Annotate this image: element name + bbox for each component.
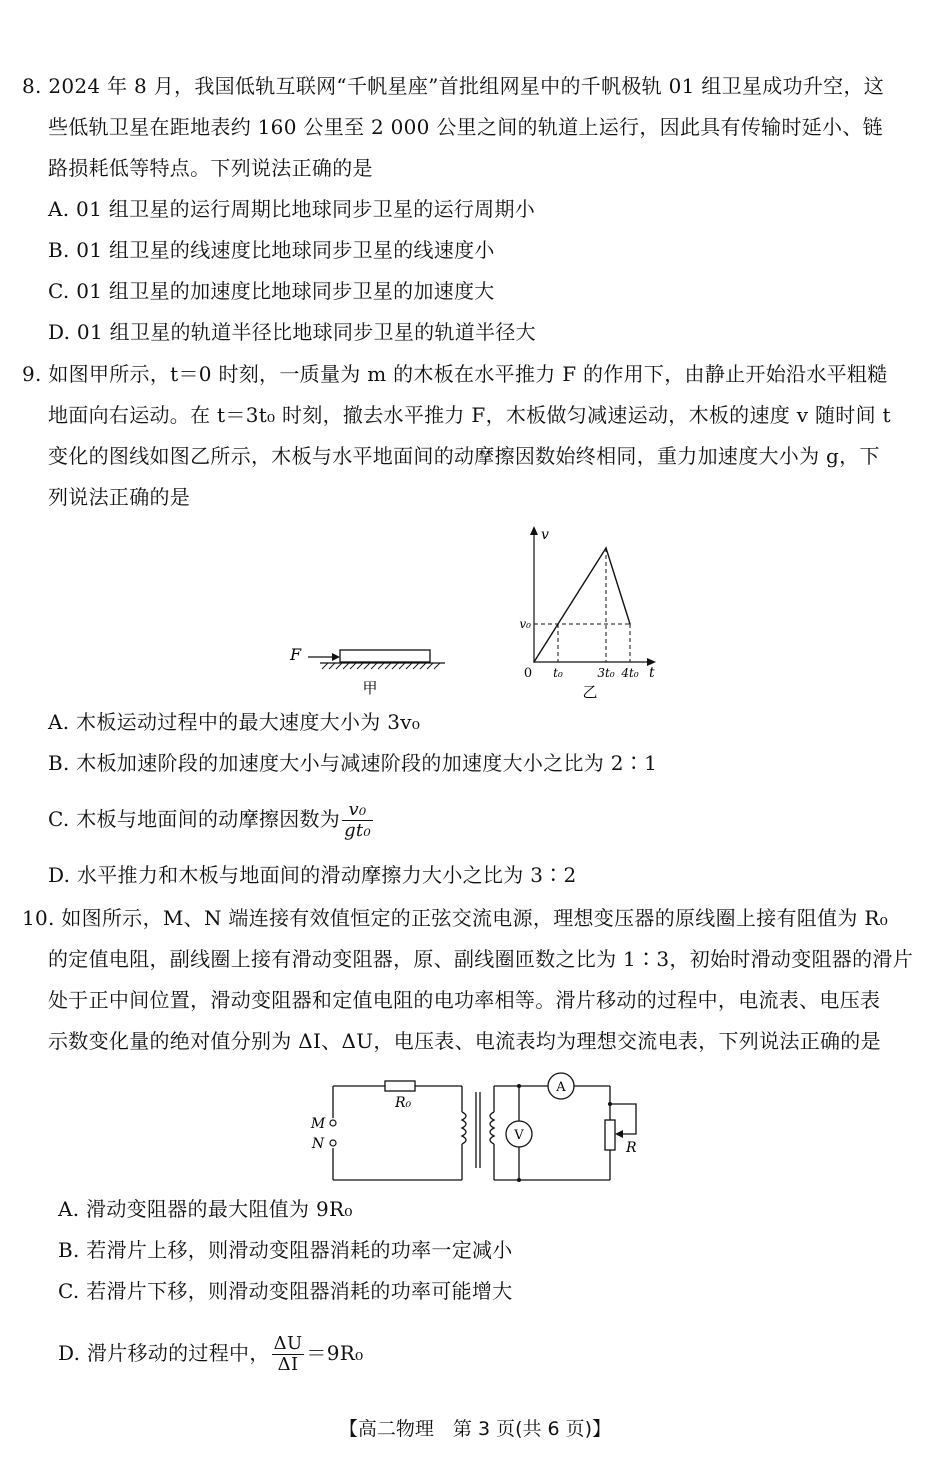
q10-option-b: B. 若滑片上移，则滑动变阻器消耗的功率一定减小 <box>58 1238 513 1262</box>
figure-yi-vt-graph <box>510 520 680 700</box>
v-axis-label: v <box>541 527 549 543</box>
q9-stem-line4: 列说法正确的是 <box>48 485 191 509</box>
v-axis-arrow <box>530 526 538 535</box>
label-r: R <box>626 1140 637 1156</box>
q9-stem-line1: 9. 如图甲所示，t＝0 时刻，一质量为 m 的木板在水平推力 F 的作用下，由静止开始沿水平粗糙 <box>22 362 888 386</box>
vt-series-line <box>534 548 630 662</box>
q9-option-c-fraction <box>342 800 373 841</box>
force-label: F <box>290 645 302 664</box>
voltmeter-label: V <box>514 1128 524 1143</box>
fraction-denominator: gt₀ <box>344 820 371 841</box>
q9-stem-line3: 变化的图线如图乙所示，木板与水平地面间的动摩擦因数始终相同，重力加速度大小为 g，下 <box>48 444 880 468</box>
q8-option-c: C. 01 组卫星的加速度比地球同步卫星的加速度大 <box>48 279 495 303</box>
vt-data-point <box>629 623 631 625</box>
q10-option-c: C. 若滑片下移，则滑动变阻器消耗的功率可能增大 <box>58 1279 513 1303</box>
vt-data-point <box>557 623 559 625</box>
q10-stem-line2: 的定值电阻，副线圈上接有滑动变阻器，原、副线圈匝数之比为 1∶3，初始时滑动变阻器的滑片 <box>48 947 914 971</box>
q9-stem-line2: 地面向右运动。在 t＝3t₀ 时刻，撤去水平推力 F，木板做匀减速运动，木板的速度 v 随时间 t <box>48 403 891 427</box>
q9-option-a: A. 木板运动过程中的最大速度大小为 3v₀ <box>48 710 421 734</box>
q10-option-a: A. 滑动变阻器的最大阻值为 9R₀ <box>58 1197 353 1221</box>
force-arrowhead <box>332 653 340 661</box>
origin-label: 0 <box>523 666 533 681</box>
figure-jia-caption: 甲 <box>362 679 378 697</box>
q8-option-d: D. 01 组卫星的轨道半径比地球同步卫星的轨道半径大 <box>48 320 536 344</box>
fraction-numerator: v₀ <box>342 800 373 821</box>
q9-option-c-text: C. 木板与地面间的动摩擦因数为 <box>48 807 341 831</box>
circuit-diagram <box>300 1068 650 1188</box>
plank <box>340 650 430 662</box>
q8-option-a: A. 01 组卫星的运行周期比地球同步卫星的运行周期小 <box>48 197 536 221</box>
primary-coil <box>462 1112 466 1144</box>
secondary-coil <box>490 1112 494 1144</box>
vt-data-point <box>533 661 535 663</box>
q10-option-d-tail: ＝9R₀ <box>306 1341 364 1365</box>
vt-data-point <box>605 547 607 549</box>
figure-yi-caption: 乙 <box>582 683 598 700</box>
v0-tick-label: v₀ <box>519 617 531 631</box>
q8-stem-line3: 路损耗低等特点。下列说法正确的是 <box>48 156 373 180</box>
q8-option-b: B. 01 组卫星的线速度比地球同步卫星的线速度小 <box>48 238 495 262</box>
q9-option-b: B. 木板加速阶段的加速度大小与减速阶段的加速度大小之比为 2∶1 <box>48 751 658 775</box>
3t0-tick-label: 3t₀ <box>597 666 615 680</box>
fraction-numerator: ΔU <box>273 1333 303 1354</box>
figure-jia <box>280 635 460 705</box>
q8-stem-line2: 些低轨卫星在距地表约 160 公里至 2 000 公里之间的轨道上运行，因此具有传输时延小、链 <box>48 115 883 139</box>
junction-dot-slider <box>608 1102 612 1106</box>
q8-stem-line1: 8. 2024 年 8 月，我国低轨互联网“千帆星座”首批组网星中的千帆极轨 01 组卫星成功升空，这 <box>22 74 885 98</box>
junction-dot-bottom <box>517 1178 521 1182</box>
label-n: N <box>311 1136 325 1152</box>
4t0-tick-label: 4t₀ <box>621 666 639 680</box>
resistor-r0 <box>385 1081 415 1091</box>
rheostat-slider-arrow <box>615 1130 623 1138</box>
rheostat-r <box>605 1120 615 1150</box>
ground-hatching <box>322 663 440 669</box>
q10-option-d <box>58 1334 363 1375</box>
terminal-n <box>330 1140 336 1146</box>
label-m: M <box>310 1116 326 1132</box>
junction-dot-top <box>517 1084 521 1088</box>
q10-stem-line3: 处于正中间位置，滑动变阻器和定值电阻的电功率相等。滑片移动的过程中，电流表、电压表 <box>48 988 881 1012</box>
terminal-m <box>330 1120 336 1126</box>
page-footer: 【高二物理 第 3 页(共 6 页)】 <box>338 1418 612 1440</box>
q10-option-d-fraction <box>272 1334 305 1375</box>
q10-stem-line1: 10. 如图所示，M、N 端连接有效值恒定的正弦交流电源，理想变压器的原线圈上接有阻值为 R₀ <box>22 906 889 930</box>
ammeter-label: A <box>556 1080 566 1095</box>
rheostat-slider-wire <box>610 1104 636 1134</box>
vt-graph-marks <box>519 547 638 680</box>
q10-stem-line4: 示数变化量的绝对值分别为 ΔI、ΔU，电压表、电流表均为理想交流电表，下列说法正确的是 <box>48 1029 881 1053</box>
q9-option-c <box>48 800 375 841</box>
label-r0: R₀ <box>395 1095 412 1111</box>
fraction-denominator: ΔI <box>277 1354 299 1375</box>
q9-option-d: D. 水平推力和木板与地面间的滑动摩擦力大小之比为 3∶2 <box>48 863 577 887</box>
q10-option-d-text: D. 滑片移动的过程中， <box>58 1341 270 1365</box>
t0-tick-label: t₀ <box>553 666 563 680</box>
t-axis-label: t <box>649 665 655 681</box>
